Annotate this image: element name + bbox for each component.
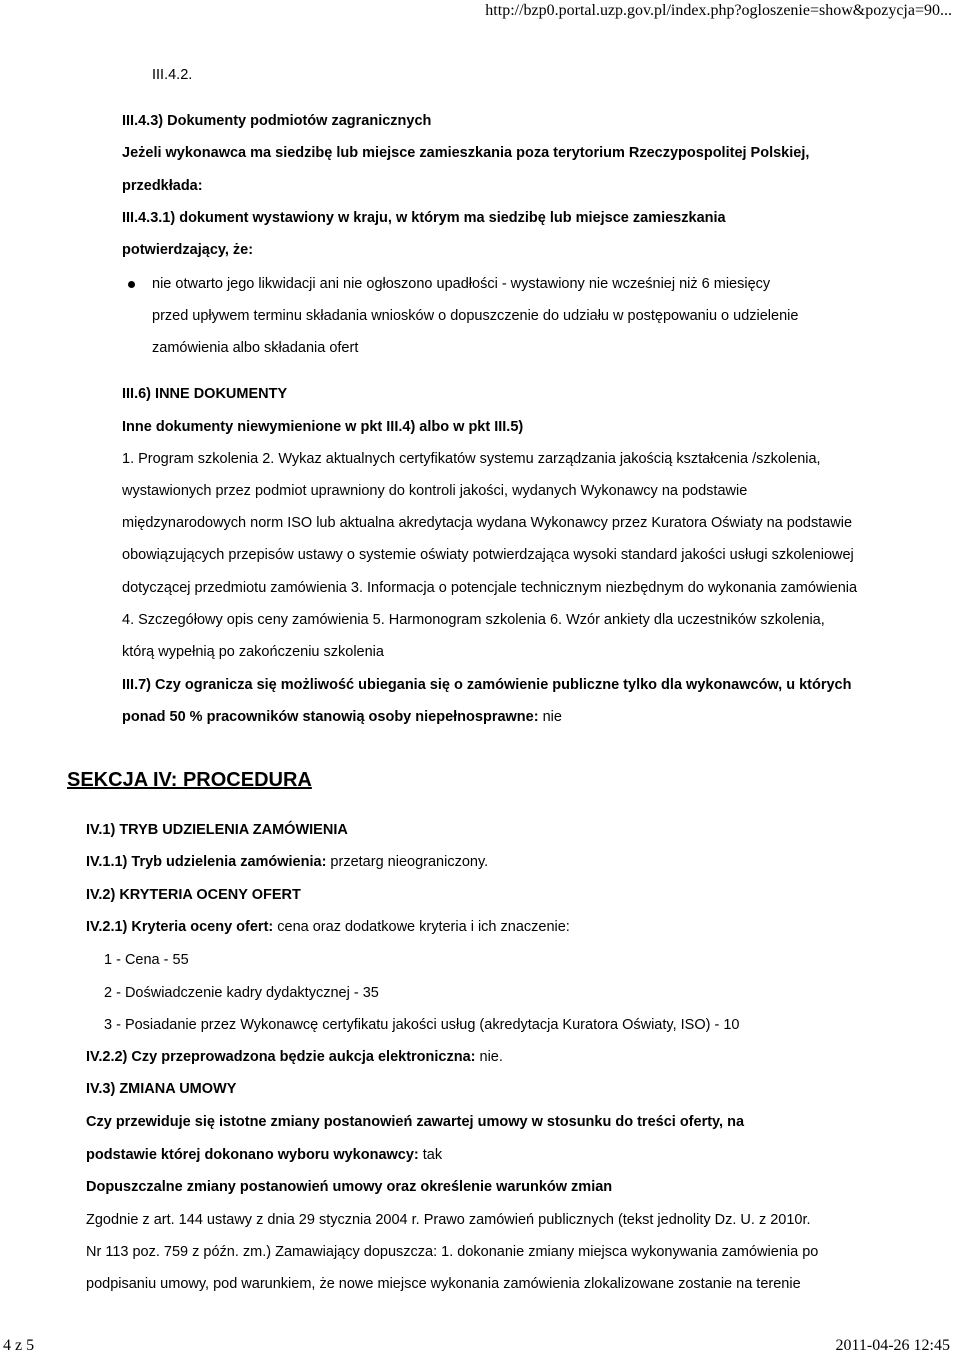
doc-line: dotyczącej przedmiotu zamówienia 3. Informacja o potencjale technicznym niezbędnym do wykonania zamówienia [122, 580, 858, 596]
doc-line [86, 1048, 503, 1066]
answer-value: nie [538, 709, 562, 725]
doc-line: potwierdzający, że: [122, 242, 254, 258]
question-label: ponad 50 % pracowników stanowią osoby niepełnosprawne: [122, 709, 539, 725]
question-label: podstawie której dokonano wyboru wykonawcy: [86, 1147, 419, 1163]
answer-value: cena oraz dodatkowe kryteria i ich znaczenie: [273, 919, 570, 935]
doc-line: Zgodnie z art. 144 ustawy z dnia 29 stycznia 2004 r. Prawo zamówień publicznych (tekst jednolity Dz. U. z 2010r. [86, 1212, 811, 1228]
doc-line: Jeżeli wykonawca ma siedzibę lub miejsce zamieszkania poza terytorium Rzeczypospolitej Polskiej, [122, 145, 810, 161]
doc-line: przedkłada: [122, 178, 203, 194]
doc-line: 4. Szczegółowy opis ceny zamówienia 5. Harmonogram szkolenia 6. Wzór ankiety dla uczestników szkolenia, [122, 612, 825, 628]
bullet-icon [128, 281, 135, 288]
doc-line [86, 853, 488, 871]
criterion-item: 1 - Cena - 55 [104, 952, 189, 968]
question-label: IV.2.1) Kryteria oceny ofert: [86, 919, 274, 935]
doc-heading: III.6) INNE DOKUMENTY [122, 386, 288, 402]
answer-value: tak [418, 1147, 443, 1163]
doc-line: Czy przewiduje się istotne zmiany postanowień zawartej umowy w stosunku do treści oferty, na [86, 1114, 745, 1130]
section-title: SEKCJA IV: PROCEDURA [67, 769, 312, 791]
list-item-cont: przed upływem terminu składania wniosków o dopuszczenie do udziału w postępowaniu o udzielenie [152, 308, 799, 324]
doc-heading: IV.3) ZMIANA UMOWY [86, 1081, 237, 1097]
page-number: 4 z 5 [3, 1337, 35, 1354]
doc-line: podpisaniu umowy, pod warunkiem, że nowe miejsce wykonania zamówienia zlokalizowane zostanie na terenie [86, 1276, 801, 1292]
question-label: IV.1.1) Tryb udzielenia zamówienia: [86, 854, 327, 870]
criterion-item: 3 - Posiadanie przez Wykonawcę certyfikatu jakości usług (akredytacja Kuratora Oświaty, ISO) - 10 [104, 1017, 740, 1033]
question-label: IV.2.2) Czy przeprowadzona będzie aukcja elektroniczna: [86, 1049, 476, 1065]
doc-heading: III.4.3) Dokumenty podmiotów zagranicznych [122, 113, 432, 129]
doc-line: wystawionych przez podmiot uprawniony do kontroli jakości, wydanych Wykonawcy na podstawie [122, 483, 748, 499]
doc-line: obowiązujących przepisów ustawy o systemie oświaty potwierdzająca wysoki standard jakości usługi szkoleniowej [122, 547, 854, 563]
doc-line: Dopuszczalne zmiany postanowień umowy oraz określenie warunków zmian [86, 1179, 613, 1195]
doc-line: Nr 113 poz. 759 z późn. zm.) Zamawiający dopuszcza: 1. dokonanie zmiany miejsca wykonywania zamówienia po [86, 1244, 819, 1260]
doc-line [122, 708, 562, 726]
print-timestamp: 2011-04-26 12:45 [835, 1337, 950, 1354]
criterion-item: 2 - Doświadczenie kadry dydaktycznej - 35 [104, 985, 379, 1001]
doc-heading: IV.1) TRYB UDZIELENIA ZAMÓWIENIA [86, 822, 348, 838]
list-item-cont: zamówienia albo składania ofert [152, 340, 359, 356]
doc-line [86, 1146, 442, 1164]
doc-line: którą wypełnią po zakończeniu szkolenia [122, 644, 384, 660]
page-url: http://bzp0.portal.uzp.gov.pl/index.php?ogloszenie=show&pozycja=90... [485, 2, 952, 19]
doc-line: międzynarodowych norm ISO lub aktualna akredytacja wydana Wykonawcy przez Kuratora Oświaty na podstawie [122, 515, 853, 531]
doc-line: Inne dokumenty niewymienione w pkt III.4) albo w pkt III.5) [122, 419, 524, 435]
answer-value: przetarg nieograniczony. [326, 854, 489, 870]
doc-line: III.7) Czy ogranicza się możliwość ubiegania się o zamówienie publiczne tylko dla wykonawców, u których [122, 677, 852, 693]
doc-line: III.4.2. [152, 67, 193, 83]
doc-heading: IV.2) KRYTERIA OCENY OFERT [86, 887, 301, 903]
doc-line: 1. Program szkolenia 2. Wykaz aktualnych certyfikatów systemu zarządzania jakością kształcenia /szkolenia, [122, 451, 821, 467]
doc-line [86, 918, 570, 936]
list-item: nie otwarto jego likwidacji ani nie ogłoszono upadłości - wystawiony nie wcześniej niż 6 miesięcy [152, 276, 771, 292]
answer-value: nie. [475, 1049, 503, 1065]
doc-line: III.4.3.1) dokument wystawiony w kraju, w którym ma siedzibę lub miejsce zamieszkania [122, 210, 726, 226]
